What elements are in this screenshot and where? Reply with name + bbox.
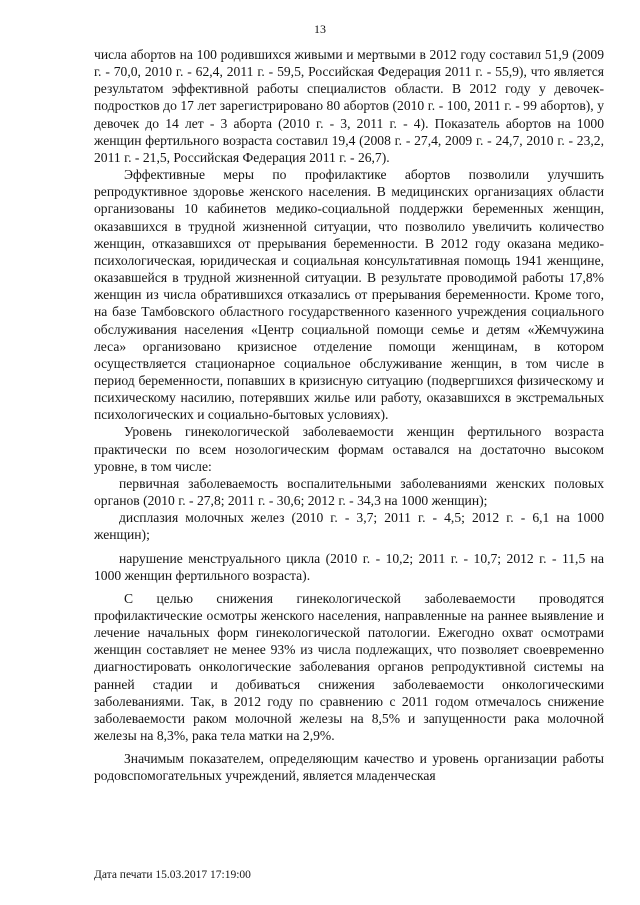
list-item-menstrual-disorders: нарушение менструального цикла (2010 г. - 10,2; 2011 г. - 10,7; 2012 г. - 11,5 на 1000 женщин фертильного возраста). [94, 550, 604, 583]
paragraph-abortion-statistics: числа абортов на 100 родившихся живыми и мертвыми в 2012 году составил 51,9 (2009 г. - 70,0, 2010 г. - 62,4, 2011 г. - 59,5, Российская Федерация 2011 г. - 55,9), что является результатом эффективной работы специалистов области. В 2012 году у девочек-подростков до 17 лет зарегистрировано 80 абортов (2010 г. - 100, 2011 г. - 99 абортов), у девочек до 14 лет - 3 аборта (2010 г. - 3, 2011 г. - 4). Показатель абортов на 1000 женщин фертильного возраста составил 19,4 (2008 г. - 27,4, 2009 г. - 24,7, 2010 г. - 23,2, 2011 г. - 21,5, Российская Федерация 2011 г. - 26,7). [94, 47, 604, 165]
list-item-breast-dysplasia: дисплазия молочных желез (2010 г. - 3,7; 2011 г. - 4,5; 2012 г. - 6,1 на 1000 женщин); [94, 510, 604, 543]
paragraph-infant-mortality-intro: Значимым показателем, определяющим качество и уровень организации работы родовспомогательных учреждений, является младенческая [94, 751, 604, 784]
paragraph-preventive-examinations: С целью снижения гинекологической заболеваемости проводятся профилактические осмотры женского населения, направленные на раннее выявление и лечение начальных форм гинекологической патологии. Ежегодно охват осмотрами женщин составляет не менее 93% из числа подлежащих, что позволяет своевременно диагностировать онкологические заболевания органов репродуктивной системы на ранней стадии и добиваться снижения заболеваемости онкологическими заболеваниями. Так, в 2012 году по сравнению с 2011 годом отмечалось снижение заболеваемости раком молочной железы на 8,5% и запущенности рака молочной железы на 8,3%, рака тела матки на 2,9%. [94, 590, 604, 744]
paragraph-gynecological-morbidity: Уровень гинекологической заболеваемости женщин фертильного возраста практически по всем нозологическим формам оставался на достаточно высоком уровне, в том числе: [94, 424, 604, 474]
list-item-inflammatory-diseases: первичная заболеваемость воспалительными заболеваниями женских половых органов (2010 г. - 27,8; 2011 г. - 30,6; 2012 г. - 34,3 на 1000 женщин); [94, 475, 604, 509]
print-date-footer: Дата печати 15.03.2017 17:19:00 [94, 869, 251, 881]
paragraph-abortion-prevention: Эффективные меры по профилактике абортов позволили улучшить репродуктивное здоровье женского населения. В медицинских организациях области организованы 10 кабинетов медико-социальной поддержки беременных женщин, оказавшихся в трудной жизненной ситуации, что позволило увеличить количество женщин, отказавшихся от прерывания беременности. В 2012 году оказана медико-психологическая, юридическая и социальная консультативная помощь 1941 женщине, оказавшейся в трудной жизненной ситуации. В результате проводимой работы 17,8% женщин из числа обратившихся отказались от прерывания беременности. Кроме того, на базе Тамбовского областного государственного казенного учреждения социального обслуживания населения «Центр социальной помощи семье и детям «Жемчужина леса» организовано кризисное отделение помощи женщинам, в котором осуществляется стационарное социальное обслуживание женщин, в том числе в период беременности, попавших в кризисную ситуацию (подвергшихся физическому и психическому насилию, потерявших жилье или работу, оказавшихся в экстремальных психологических и социально-бытовых условиях). [94, 167, 604, 423]
document-body [94, 46, 604, 785]
page-number: 13 [314, 22, 326, 36]
